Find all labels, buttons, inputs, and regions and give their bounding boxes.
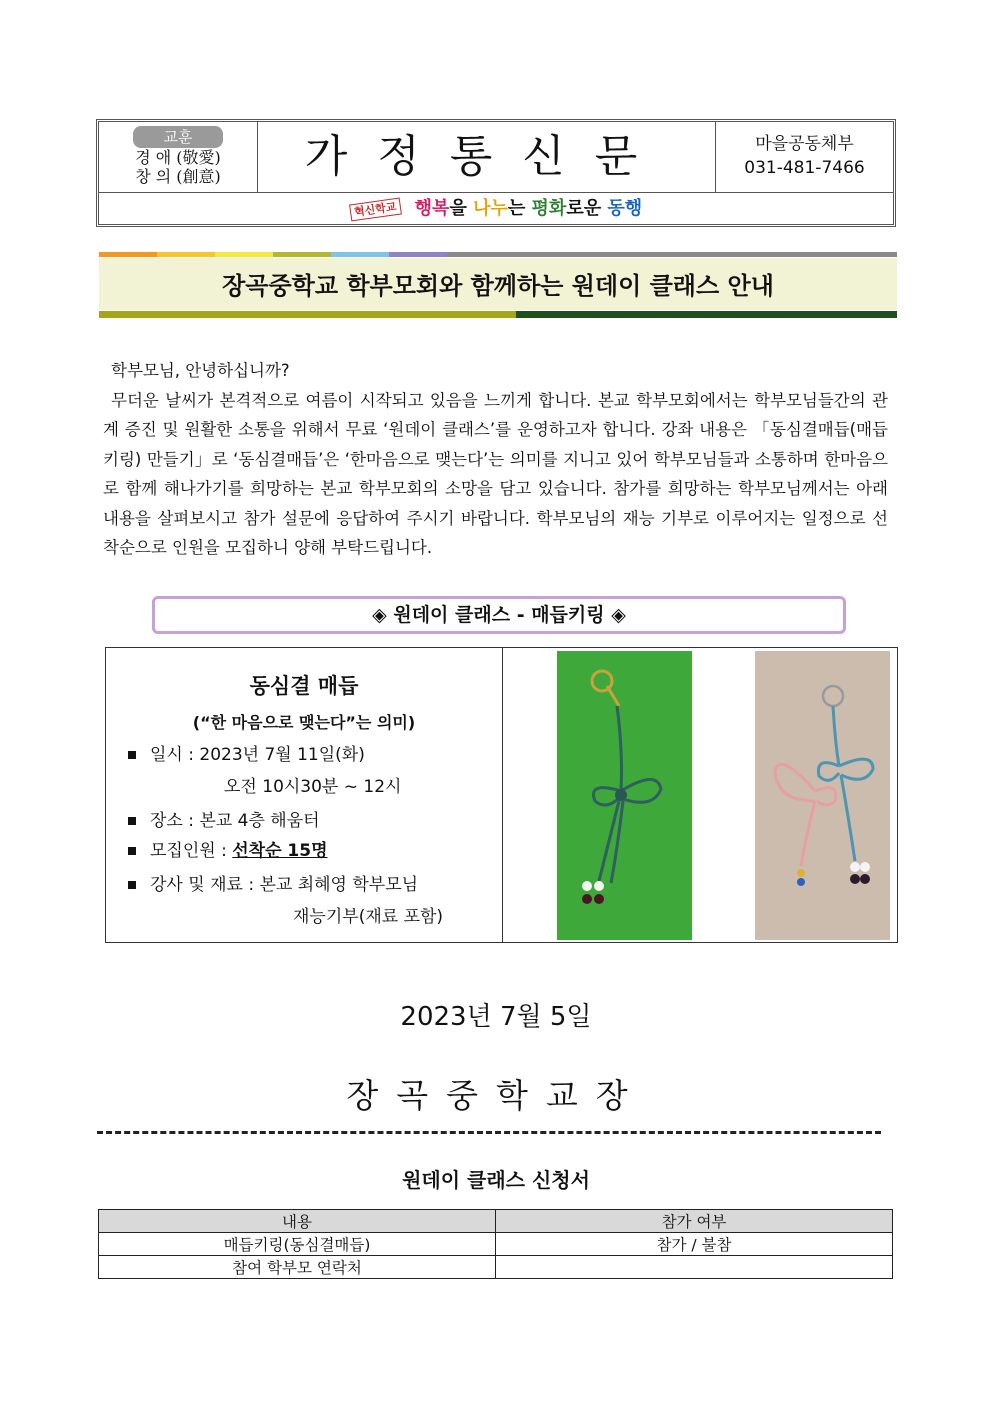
slogan-segment: 로운 xyxy=(566,198,608,219)
banner-stripe xyxy=(273,252,331,257)
slogan-row xyxy=(99,193,893,224)
bullet-icon xyxy=(128,817,136,825)
application-form-table xyxy=(98,1209,893,1279)
detail-recruit xyxy=(128,836,328,861)
detail-place xyxy=(128,806,320,831)
innovation-school-logo: 혁신학교 xyxy=(349,197,401,221)
title-banner xyxy=(99,258,897,310)
class-info-box xyxy=(105,647,898,943)
bullet-icon xyxy=(128,751,136,759)
keyring-photo-pink-blue xyxy=(755,651,890,940)
detail-time: 오전 10시30분 ~ 12시 xyxy=(224,777,402,797)
banner-stripe xyxy=(99,252,157,257)
principal-signature: 장곡중학교장 xyxy=(346,1076,646,1115)
keyring-photo-green xyxy=(557,651,692,940)
class-section-heading: ◈ 원데이 클래스 - 매듭키링 ◈ xyxy=(152,596,846,634)
date-text: 일시 : 2023년 7월 11일(화) xyxy=(150,745,365,765)
motto-label: 교훈 xyxy=(133,126,223,148)
class-title: 동심결 매듭 xyxy=(249,674,359,698)
header-top-row xyxy=(99,122,893,193)
banner-stripe xyxy=(215,252,273,257)
instructor-text: 강사 및 재료 : 본교 최혜영 학부모님 xyxy=(150,875,419,895)
recruit-value: 선착순 15명 xyxy=(232,841,328,861)
class-subtitle: (“한 마음으로 맺는다”는 의미) xyxy=(192,713,416,732)
motto-line-2: 창 의 (創意) xyxy=(135,167,221,186)
department-name: 마을공동체부 xyxy=(755,134,854,154)
detail-instructor xyxy=(128,870,418,895)
form-header-row xyxy=(99,1210,893,1233)
slogan-segment: 평화 xyxy=(531,198,567,219)
banner-stripe xyxy=(389,252,447,257)
form-header-content: 내용 xyxy=(99,1210,496,1233)
school-motto xyxy=(99,122,258,192)
banner-underline-left xyxy=(99,311,516,318)
banner-stripe xyxy=(447,252,897,257)
class-details xyxy=(106,648,503,942)
application-form-title: 원데이 클래스 신청서 xyxy=(402,1168,590,1192)
bullet-icon xyxy=(128,881,136,889)
table-row xyxy=(99,1233,893,1256)
letter-body xyxy=(103,356,888,563)
detail-date xyxy=(128,740,365,765)
banner-stripe xyxy=(157,252,215,257)
form-cell-item: 매듭키링(동심결매듭) xyxy=(99,1233,496,1256)
department-phone: 031-481-7466 xyxy=(744,158,865,178)
letter-paragraph: 무더운 날씨가 본격적으로 여름이 시작되고 있음을 느끼게 합니다. 본교 학부모회에서는 학부모님들간의 관계 증진 및 원활한 소통을 위해서 무료 ‘원데이 클래스’를 운영하고자 합니다. 강좌 내용은 「동심결매듭(매듭키링) 만들기」로 ‘동심결매듭’은 ‘한마음으로 맺는다’는 의미를 지니고 있어 학부모님들과 소통하며 한마음으로 함께 해나가기를 희망하는 본교 학부모회의 소망을 담고 있습니다. 참가를 희망하는 학부모님께서는 아래 내용을 살펴보시고 참가 설문에 응답하여 주시기 바랍니다. 학부모님의 재능 기부로 이루어지는 일정으로 선착순으로 인원을 모집하니 양해 부탁드립니다. xyxy=(103,390,888,557)
department-info xyxy=(715,122,893,192)
place-text: 장소 : 본교 4층 해움터 xyxy=(150,811,320,831)
form-cell-contact-label: 참여 학부모 연락처 xyxy=(99,1256,496,1279)
banner-stripe xyxy=(331,252,389,257)
bullet-icon xyxy=(128,847,136,855)
form-header-participation: 참가 여부 xyxy=(496,1210,893,1233)
document-title: 가정통신문 xyxy=(304,131,668,182)
instructor-note: 재능기부(재료 포함) xyxy=(293,907,444,927)
banner-underline-right xyxy=(516,311,897,318)
issue-date: 2023년 7월 5일 xyxy=(400,1002,592,1032)
motto-line-1: 경 애 (敬愛) xyxy=(135,148,221,167)
slogan-segment: 나누 xyxy=(473,198,508,219)
form-cell-participation[interactable]: 참가 / 불참 xyxy=(496,1233,893,1256)
slogan-segment: 행복 xyxy=(414,198,450,219)
slogan xyxy=(415,198,642,219)
cut-line xyxy=(97,1131,881,1134)
greeting: 학부모님, 안녕하십니까? xyxy=(111,361,290,380)
slogan-segment: 을 xyxy=(449,198,474,219)
recruit-label: 모집인원 : xyxy=(150,841,233,861)
banner-title: 장곡중학교 학부모회와 함께하는 원데이 클래스 안내 xyxy=(222,272,774,300)
table-row xyxy=(99,1256,893,1279)
slogan-segment: 는 xyxy=(507,198,532,219)
slogan-segment: 동행 xyxy=(607,198,643,219)
newsletter-header xyxy=(96,119,896,227)
form-cell-contact-input[interactable] xyxy=(496,1256,893,1279)
